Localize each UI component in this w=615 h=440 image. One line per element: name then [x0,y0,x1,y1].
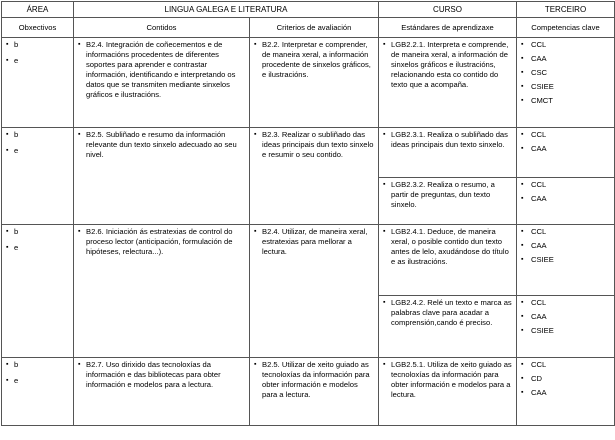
objectives-cell [2,225,74,358]
competence-item: ▪ CCL [521,360,610,370]
standard-text: ▪ LGB2.2.1. Interpreta e comprende, de maneira xeral, a información de sinxelos gráficos e ilustracións, relacionando esta co contido do texto que a acompaña. [383,40,512,90]
criterion-text: ▪ B2.3. Realizar o subliñado das ideas principais dun texto sinxelo e resumir o seu contido. [254,130,374,160]
standard-cell [379,38,517,128]
criterion-cell [250,358,379,426]
col-standards: Estándares de aprendizaxe [379,18,517,38]
col-criteria: Criterios de avaliación [250,18,379,38]
objective-item: ▪ b [6,227,69,237]
criterion-text: ▪ B2.5. Utilizar de xeito guiado as tecnoloxías da información para obter información e modelos para a lectura. [254,360,374,400]
standard-cell [379,296,517,358]
competence-item: ▪ CCL [521,130,610,140]
competence-item: ▪ CSIEE [521,82,610,92]
objective-item: ▪ e [6,243,69,253]
col-competences: Competencias clave [517,18,615,38]
criterion-text: ▪ B2.4. Utilizar, de maneira xeral, estratexias para mellorar a lectura. [254,227,374,257]
standard-cell [379,358,517,426]
content-text: ▪ B2.6. Iniciación ás estratexias de control do proceso lector (anticipación, formulación de hipóteses, relectura...). [78,227,245,257]
objective-item: ▪ e [6,376,69,386]
col-contents: Contidos [74,18,250,38]
competence-item: ▪ CCL [521,40,610,50]
competence-item: ▪ CMCT [521,96,610,106]
standard-text: ▪ LGB2.4.1. Deduce, de maneira xeral, o posible contido dun texto antes de lelo, axudándose do título e as ilustracións. [383,227,512,267]
header-area: ÁREA [2,2,74,18]
table-row [2,128,615,178]
competence-item: ▪ CCL [521,227,610,237]
competences-cell [517,225,615,296]
objective-item: ▪ b [6,130,69,140]
objective-item: ▪ e [6,146,69,156]
header-row [2,2,615,18]
objectives-cell [2,128,74,225]
competence-item: ▪ CAA [521,388,610,398]
content-cell [74,128,250,225]
criterion-cell [250,38,379,128]
col-objectives: Obxectivos [2,18,74,38]
table-row [2,38,615,128]
competences-cell [517,38,615,128]
objective-item: ▪ b [6,360,69,370]
competence-item: ▪ CSIEE [521,326,610,336]
content-text: ▪ B2.4. Integración de coñecementos e de informacións procedentes de diferentes soportes para aprender e contrastar información, identificando e interpretando os datos que se transmiten mediante sinxelos gráficos e ilustracións. [78,40,245,100]
content-cell [74,38,250,128]
objectives-cell [2,38,74,128]
competence-item: ▪ CSC [521,68,610,78]
table-row [2,358,615,426]
standard-cell [379,128,517,178]
standard-cell [379,178,517,225]
competence-item: ▪ CAA [521,194,610,204]
objective-item: ▪ b [6,40,69,50]
standard-text: ▪ LGB2.3.1. Realiza o subliñado das ideas principais dun texto sinxelo. [383,130,512,150]
competences-cell [517,178,615,225]
header-subject: LINGUA GALEGA E LITERATURA [74,2,379,18]
competence-item: ▪ CAA [521,241,610,251]
table-row [2,225,615,296]
subheader-row [2,18,615,38]
objectives-cell [2,358,74,426]
criterion-cell [250,128,379,225]
criterion-cell [250,225,379,358]
competences-cell [517,128,615,178]
content-text: ▪ B2.5. Subliñado e resumo da información relevante dun texto sinxelo adecuado ao seu nivel. [78,130,245,160]
curriculum-table [1,1,615,426]
competence-item: ▪ CCL [521,180,610,190]
competence-item: ▪ CAA [521,144,610,154]
competence-item: ▪ CSIEE [521,255,610,265]
standard-cell [379,225,517,296]
header-course-value: TERCEIRO [517,2,615,18]
criterion-text: ▪ B2.2. Interpretar e comprender, de maneira xeral, a información procedente de sinxelos gráficos, e ilustracións. [254,40,374,80]
content-cell [74,225,250,358]
competence-item: ▪ CAA [521,54,610,64]
content-text: ▪ B2.7. Uso dirixido das tecnoloxías da información e das bibliotecas para obter información e modelos para a lectura. [78,360,245,390]
standard-text: ▪ LGB2.3.2. Realiza o resumo, a partir de preguntas, dun texto sinxelo. [383,180,512,210]
header-course: CURSO [379,2,517,18]
content-cell [74,358,250,426]
competence-item: ▪ CD [521,374,610,384]
competences-cell [517,358,615,426]
objective-item: ▪ e [6,56,69,66]
competence-item: ▪ CCL [521,298,610,308]
competences-cell [517,296,615,358]
standard-text: ▪ LGB2.5.1. Utiliza de xeito guiado as tecnoloxías da información para obter información e modelos para a lectura. [383,360,512,400]
competence-item: ▪ CAA [521,312,610,322]
standard-text: ▪ LGB2.4.2. Relé un texto e marca as palabras clave para acadar a comprensión,cando é preciso. [383,298,512,328]
